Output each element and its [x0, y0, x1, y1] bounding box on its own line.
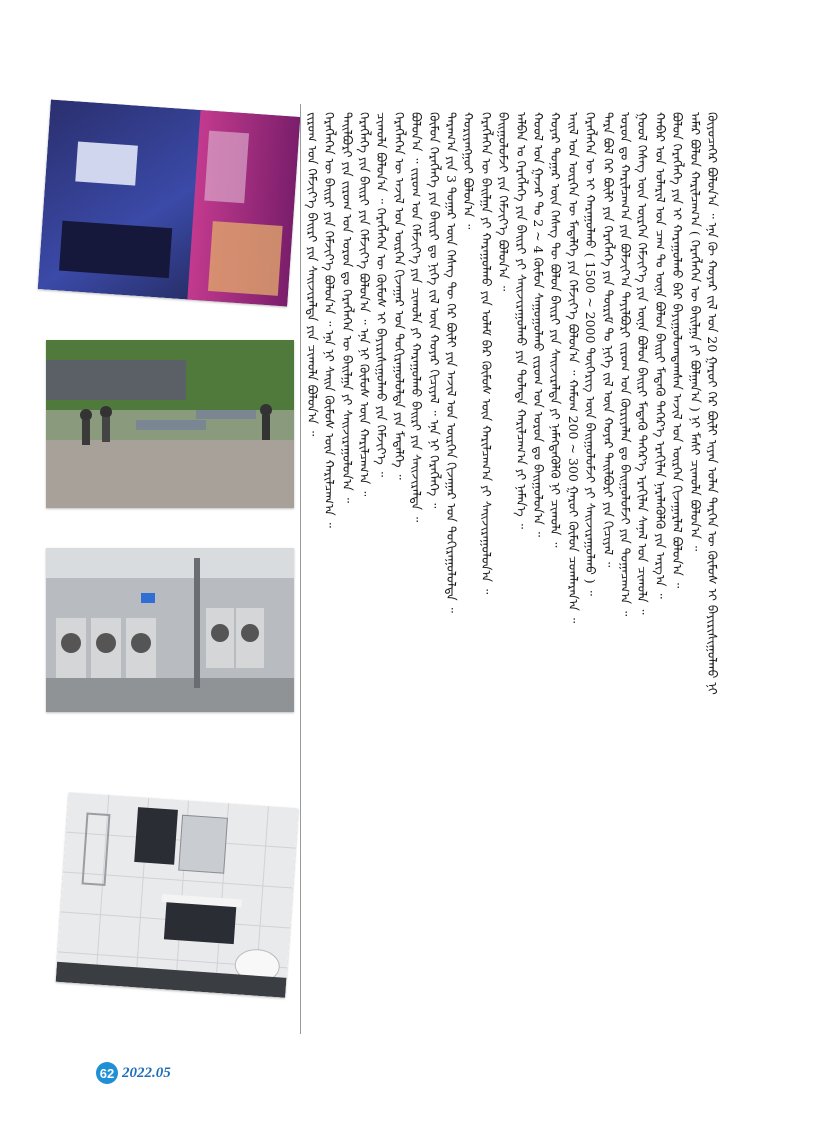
text-column: ᠬᠡᠷᠡᠭᠯᠡᠭᠡ ᠶᠢᠨ ᠪᠠᠢᠷᠢ ᠶᠢᠨ ᠬᠡᠮᠵᠢᠶ᠎ᠡ ᠪᠣᠯᠤᠨ᠎ᠠ ᠃ ᠡᠨᠡ ᠨᠢ ᠬᠦᠮᠦᠰ ᠦᠨ ᠬᠠᠷᠢᠯᠴᠠᠭ᠎ᠠ ᠃	[357, 112, 372, 497]
page-number: 62	[96, 1062, 118, 1084]
text-column: ᠠᠯᠪᠠᠨ ᠤ ᠬᠡᠷᠡᠭᠯᠡᠭᠡ ᠶᠢᠨ ᠪᠠᠢᠷᠢ ᠶᠢ ᠰᠠᠢᠵᠢᠷᠠᠭᠤᠯᠬᠤ ᠶᠢᠨ ᠲᠤᠯᠠᠳᠠ ᠬᠠᠷᠢᠯᠴᠠᠭ᠎ᠠ ᠶᠢ ᠨᠡᠮᠡᠨ᠎ᠡ ᠃	[513, 112, 529, 529]
text-column: ᠬᠦᠮᠦᠨ ᠬᠡᠷᠡᠭᠯᠡᠭᠡ ᠶᠢᠨ ᠪᠠᠢᠷᠢ ᠳᠤ ᠨᠢᠭᠡ ᠵᠢᠯ ᠦᠨ ᠬᠣᠶᠠᠷ ᠬᠢᠴᠢᠶᠡᠯ ᠃ ᠡᠨᠡ ᠨᠢ ᠬᠡᠷᠡᠭᠯᠡᠭᠡ ᠃	[426, 112, 442, 509]
column-divider	[300, 104, 301, 1034]
text-column: ᠬᠡᠷᠡᠭᠯᠡᠭᠡᠨ ᠦ ᠢ ᠬᠠᠷᠠᠭᠤᠯᠬᠤ ( 1500 ~ 2000 ᠲᠦᠭᠡᠷᠢᠭ ᠦᠨ ᠪᠠᠢᠭᠤᠯᠤᠮᠵᠢ ᠶᠢ ᠰᠠᠢᠵᠢᠷᠠᠭᠤᠯᠬᠤ ) ᠃	[583, 112, 599, 596]
text-column: ᠭᠦᠶᠦᠴᠡᠭᠡᠷ ᠪᠣᠯᠤᠨ᠎ᠠ ᠃ ᠡᠨᠡ ᠬᠦ ᠬᠣᠶᠠᠷ ᠵᠢᠯ ᠤᠨ 20 ᠭᠠᠷᠤᠢ ᠭᠡᠷ ᠪᠦᠯᠢ ᠢᠶᠡᠨ ᠤᠯᠠᠨ ᠲᠡᠷᠭᠡᠨ ᠦ ᠬᠦᠮᠦᠰ ᠢ ᠪᠠᠶᠢᠷᠢᠰᠢᠭᠤᠯᠬᠤ ᠨᠢ	[705, 112, 720, 695]
lounge-room-image	[38, 100, 301, 307]
photo-lounge-room	[38, 100, 301, 307]
text-column: ᠬᠡᠷᠡᠭᠯᠡᠭᠡᠨ ᠦ ᠠᠵᠢᠯ ᠤᠨ ᠥᠷᠭᠡᠨ ᠬᠢᠵᠠᠭᠠᠷ ᠤᠨ ᠲᠣᠬᠢᠷᠠᠭᠤᠯᠤᠯᠲᠠ ᠶᠢᠨ ᠮᠡᠳᠡᠯᠭᠡ ᠃	[391, 112, 407, 480]
text-column: ᠪᠣᠯᠤᠨ ᠬᠡᠷᠡᠭᠯᠡᠭᠡ ᠶᠢᠨ ᠢ ᠬᠠᠷᠠᠭᠤᠯᠬᠤ ᠪᠡᠷ ᠪᠠᠶᠢᠭᠤᠯᠤᠭᠳᠠᠭᠰᠠᠨ ᠠᠵᠢᠯ ᠤᠨ ᠥᠷᠭᠡᠨ ᠬᠢᠵᠠᠭᠠᠷᠯᠠᠯ ᠪᠣᠯᠤᠨ᠎ᠠ ᠃	[670, 112, 686, 589]
text-column: ᠬᠤᠤᠯ ᠤᠨ ᠭᠠᠵᠠᠷ ᠲᠤ 2 ~ 4 ᠬᠦᠮᠦᠨ ᠰᠠᠭᠤᠭᠤᠯᠬᠤ ᠵᠢᠷᠤᠭ ᠤᠨ ᠣᠷᠣᠨ ᠳᠤ ᠪᠠᠢᠭᠤᠯᠤᠨ᠎ᠠ ᠃	[531, 112, 546, 538]
text-column: ᠵᠢᠷᠤᠭ ᠤᠨ ᠬᠡᠮᠵᠢᠶ᠎ᠡ ᠪᠠᠢᠷᠢ ᠶᠢᠨ ᠰᠠᠢᠵᠢᠷᠠᠯᠲᠠ ᠶᠢᠨ ᠴᠢᠬᠤᠯᠠ ᠪᠣᠯᠤᠨ᠎ᠠ ᠃	[304, 112, 320, 437]
text-column: ᠪᠠᠢᠭᠤᠯᠤᠮᠵᠢ ᠶᠢᠨ ᠬᠡᠮᠵᠢᠶ᠎ᠡ ᠪᠣᠯᠤᠨ᠎ᠠ ᠃	[496, 112, 512, 292]
text-column: ᠬᠡᠷᠡᠭᠯᠡᠭᠡᠨ ᠦ ᠪᠠᠢᠷᠢ ᠶᠢᠨ ᠬᠡᠮᠵᠢᠶ᠎ᠡ ᠪᠣᠯᠤᠨ᠎ᠠ ᠃ ᠡᠨᠡ ᠨᠢ ᠰᠠᠢᠨ ᠬᠦᠮᠦᠰ ᠦᠨ ᠬᠠᠷᠢᠯᠴᠠᠭ᠎ᠠ ᠃	[322, 112, 338, 528]
photo-laundry-room	[46, 548, 294, 712]
text-column: ᠪᠣᠯᠤᠨ᠎ᠠ ᠃ ᠵᠢᠷᠤᠭ ᠤᠨ ᠬᠡᠮᠵᠢᠶ᠎ᠡ ᠶᠢᠨ ᠴᠢᠬᠤᠯᠠ ᠶᠢ ᠬᠠᠷᠠᠭᠤᠯᠬᠤ ᠪᠠᠢᠷᠢ ᠶᠢᠨ ᠰᠠᠢᠵᠢᠷᠠᠯᠲᠠ ᠃	[409, 112, 425, 523]
page-footer	[96, 1062, 171, 1084]
outdoor-picnic-image	[46, 340, 294, 508]
bathroom-image	[56, 792, 299, 998]
photo-bathroom	[56, 792, 299, 998]
photo-outdoor-picnic	[46, 340, 294, 508]
text-column: ᠬᠡᠷᠡᠭᠯᠡᠭᠡᠨ ᠦ ᠪᠠᠢᠯᠭᠠ ᠶᠢ ᠬᠠᠷᠠᠭᠤᠯᠬᠤ ᠶᠢᠨ ᠤᠯᠠᠮ ᠪᠠᠷ ᠬᠦᠮᠦᠰ ᠦᠨ ᠬᠠᠷᠢᠯᠴᠠᠭ᠎ᠠ ᠶᠢ ᠰᠠᠢᠵᠢᠷᠠᠭᠤᠯᠤᠨ᠎ᠠ ᠃	[478, 112, 494, 595]
laundry-room-image	[46, 548, 294, 712]
text-column: ᠲᠠᠢᠯᠪᠤᠷᠢ ᠶᠢᠨ ᠵᠢᠷᠤᠭ ᠤᠨ ᠣᠷᠣᠨ ᠳᠤ ᠬᠡᠷᠡᠭᠯᠡᠭᠡᠨ ᠦ ᠪᠠᠢᠯᠭᠠ ᠶᠢ ᠰᠠᠢᠵᠢᠷᠠᠭᠤᠯᠤᠨ᠎ᠠ ᠃	[339, 112, 355, 503]
text-column: ᠴᠢᠬᠤᠯᠠ ᠪᠣᠯᠤᠨ᠎ᠠ ᠃ ᠬᠡᠷᠡᠭᠯᠡᠭᠡᠨ ᠦ ᠬᠦᠮᠦᠰ ᠢ ᠪᠠᠶᠢᠷᠢᠰᠢᠭᠤᠯᠬᠤ ᠶᠢᠨ ᠬᠡᠮᠵᠢᠶ᠎ᠡ ᠃	[374, 112, 390, 477]
text-column: ᠲᠡᠷᠡ ᠪᠣᠯ ᠭᠡᠷ ᠪᠦᠯᠢ ᠶᠢᠨ ᠬᠡᠷᠡᠭᠯᠡᠭᠡ ᠶᠢᠨ ᠳᠦᠷᠢᠮ ᠲᠤ ᠨᠢᠭᠡ ᠵᠢᠯ ᠦᠨ ᠬᠣᠶᠠᠷ ᠲᠠᠢᠯᠪᠤᠷᠢ ᠶᠢᠨ ᠬᠢᠴᠢᠶᠡᠯ ᠃	[600, 112, 616, 568]
text-column: ᠠᠮᠠᠷ ᠪᠣᠯᠤᠨ ᠬᠠᠷᠢᠯᠴᠠᠭ᠎ᠠ ( ᠬᠡᠷᠡᠭᠯᠡᠭᠡᠨ ᠦ ᠪᠠᠢᠯᠭᠠ ᠶᠢ ᠪᠣᠯᠭᠠᠨ᠎ᠠ ) ᠨᠢ ᠮᠠᠰᠢ ᠴᠢᠬᠤᠯᠠ ᠪᠣᠯᠤᠨ᠎ᠠ ᠃	[687, 112, 703, 552]
issue-date: 2022.05	[122, 1064, 171, 1081]
text-column: ᠭᠤᠤᠯ ᠬᠡᠰᠡᠭ ᠦᠨ ᠥᠷᠭᠡᠨ ᠬᠡᠮᠵᠢᠶ᠎ᠡ ᠶᠢᠨ ᠦᠨᠡ ᠪᠣᠯᠤᠨ ᠪᠠᠢᠷᠢ ᠮᠡᠳᠡᠬᠦ ᠳᠡᠭᠡᠷ᠎ᠡ ᠡᠷᠡᠬᠢᠯᠡᠨ ᠰᠠᠨᠠᠯ ᠤᠨ ᠴᠢᠬᠤᠯᠠ ᠃	[635, 112, 651, 615]
text-column: ᠠᠢᠯ ᠤᠨ ᠥᠷᠭᠡᠨ ᠦ ᠮᠡᠳᠡᠯᠭᠡ ᠶᠢᠨ ᠬᠡᠮᠵᠢᠶ᠎ᠡ ᠪᠣᠯᠤᠨ᠎ᠠ ᠃ ᠬᠠᠮᠤᠭ 200 ~ 300 ᠭᠠᠷᠤᠢ ᠬᠦᠮᠦᠨ ᠴᠤᠭᠯᠠᠷᠠᠨ᠎ᠠ ᠃	[565, 112, 581, 624]
text-column: ᠬᠤᠷᠢᠶᠠᠩᠭᠤᠢ ᠪᠣᠯᠤᠨ᠎ᠠ ᠃	[461, 112, 477, 230]
text-column: ᠣᠷᠣᠨ ᠳᠤ ᠬᠠᠷᠢᠯᠴᠠᠭ᠎ᠠ ᠶᠢᠨ ᠪᠣᠯᠵᠢᠶ᠎ᠠ ᠲᠠᠶᠢᠯᠪᠤᠷᠢ ᠵᠢᠷᠤᠭ ᠤᠨ ᠬᠦᠷᠢᠶᠡᠯᠡᠨ ᠳᠤ ᠪᠠᠢᠭᠤᠯᠤᠮᠵᠢ ᠶᠢᠨ ᠲᠣᠭᠠᠴᠠᠭ᠎ᠠ ᠃	[618, 112, 633, 617]
text-column: ᠬᠣᠶᠠᠷ ᠳᠤᠭᠠᠷ ᠦᠨ ᠬᠡᠰᠡᠭ ᠲᠦ ᠪᠣᠯᠤᠨ ᠪᠠᠢᠷᠢ ᠶᠢᠨ ᠰᠠᠢᠵᠢᠷᠠᠯᠲᠠ ᠶᠢ ᠨᠡᠮᠡᠭᠳᠡᠭᠦᠯᠬᠦ ᠨᠢ ᠴᠢᠬᠤᠯᠠ ᠃	[548, 112, 564, 548]
text-column: ᠳᠠᠷᠠᠭ᠎ᠠ ᠶᠢᠨ 3 ᠳᠤᠭᠠᠷ ᠦᠨ ᠬᠡᠰᠡᠭ ᠲᠦ ᠭᠡᠷ ᠪᠦᠯᠢ ᠶᠢᠨ ᠠᠵᠢᠯ ᠤᠨ ᠥᠷᠭᠡᠨ ᠬᠢᠵᠠᠭᠠᠷ ᠤᠨ ᠲᠣᠬᠢᠷᠠᠭᠤᠯᠤᠯᠲᠠ ᠃	[444, 112, 459, 613]
text-column: ᠬᠠᠪᠠᠷ ᠤᠨ ᠤᠯᠠᠷᠢᠯ ᠤᠨ ᠴᠠᠭ ᠲᠤ ᠦᠨᠡ ᠪᠣᠯᠤᠨ ᠪᠠᠢᠷᠢ ᠮᠡᠳᠡᠬᠦ ᠳᠡᠭᠡᠷ᠎ᠡ ᠡᠷᠡᠬᠢᠯᠡᠨ ᠨᠡᠷᠡᠯᠡᠭᠦᠯᠬᠦ ᠶᠢᠨ ᠠᠷᠭ᠎ᠠ ᠃	[652, 112, 668, 599]
